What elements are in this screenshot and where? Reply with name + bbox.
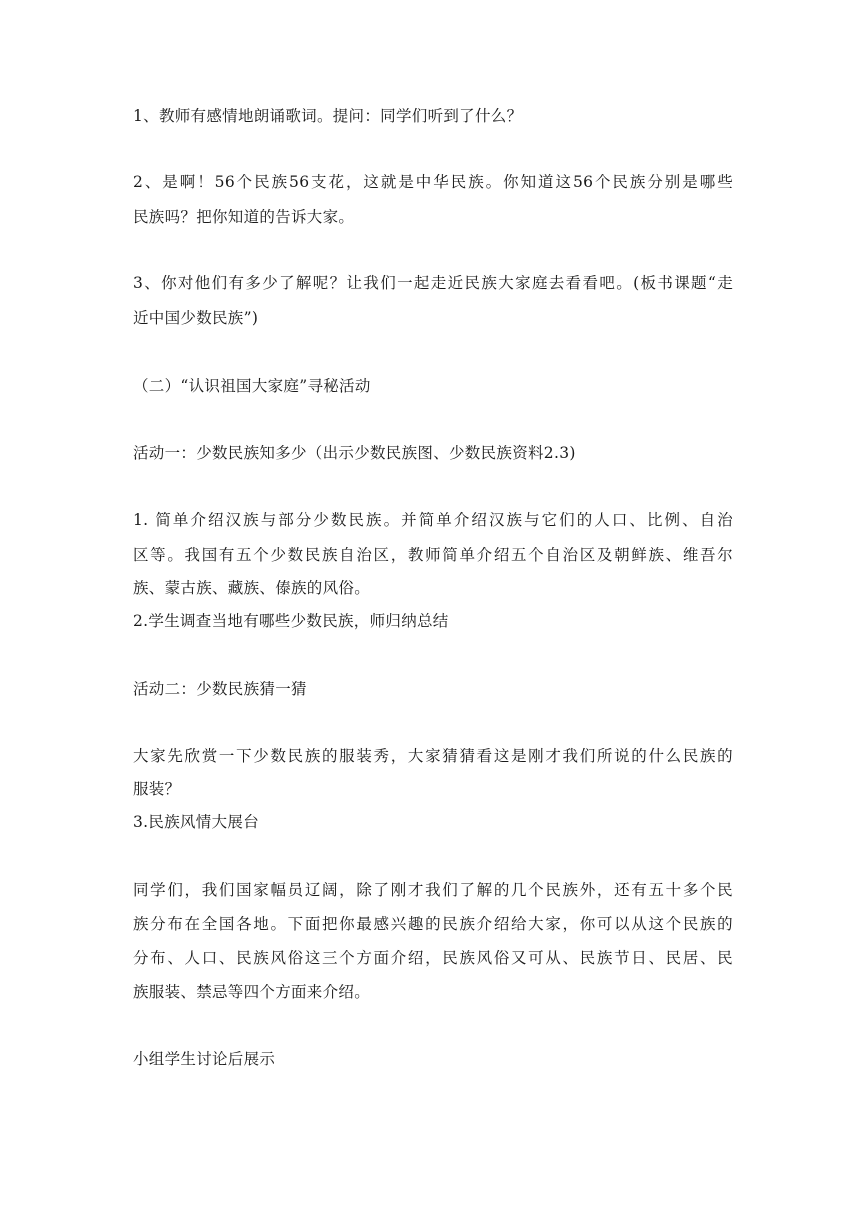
step-3-line-1: 3、你对他们有多少了解呢？让我们一起走近民族大家庭去看看吧。(板书课题“走 [133,274,733,292]
activity-3-text-line-3: 分布、人口、民族风俗这三个方面介绍，民族风俗又可从、民族节日、民居、民 [133,949,733,967]
activity-2-text-line-1: 大家先欣赏一下少数民族的服装秀，大家猜猜看这是刚才我们所说的什么民族的 [133,747,733,765]
step-2-line-2: 民族吗？把你知道的告诉大家。 [133,208,355,226]
activity-1-item-1-line-3: 族、蒙古族、藏族、傣族的风俗。 [133,579,371,597]
activity-1-item-1-line-2: 区等。我国有五个少数民族自治区，教师简单介绍五个自治区及朝鲜族、维吾尔 [133,546,733,564]
step-3-line-2: 近中国少数民族”) [133,309,259,327]
closing-line: 小组学生讨论后展示 [133,1050,276,1068]
activity-1-item-1-line-1: 1. 简单介绍汉族与部分少数民族。并简单介绍汉族与它们的人口、比例、自治 [133,511,733,529]
activity-3-text-line-1: 同学们，我们国家幅员辽阔，除了刚才我们了解的几个民族外，还有五十多个民 [133,881,733,899]
activity-1-heading: 活动一：少数民族知多少（出示少数民族图、少数民族资料2.3) [133,444,576,462]
activity-3-text-line-2: 族分布在全国各地。下面把你最感兴趣的民族介绍给大家，你可以从这个民族的 [133,915,733,933]
activity-3-text-line-4: 族服装、禁忌等四个方面来介绍。 [133,983,371,1001]
activity-1-item-2: 2.学生调查当地有哪些少数民族，师归纳总结 [133,612,449,630]
section-heading: （二）“认识祖国大家庭”寻秘活动 [133,377,371,395]
activity-2-heading: 活动二：少数民族猜一猜 [133,680,307,698]
activity-3-heading: 3.民族风情大展台 [133,813,259,831]
activity-2-text-line-2: 服装？ [133,780,181,798]
step-1-line: 1、教师有感情地朗诵歌词。提问：同学们听到了什么？ [133,107,523,125]
step-2-line-1: 2、是啊！56个民族56支花，这就是中华民族。你知道这56个民族分别是哪些 [133,173,733,191]
